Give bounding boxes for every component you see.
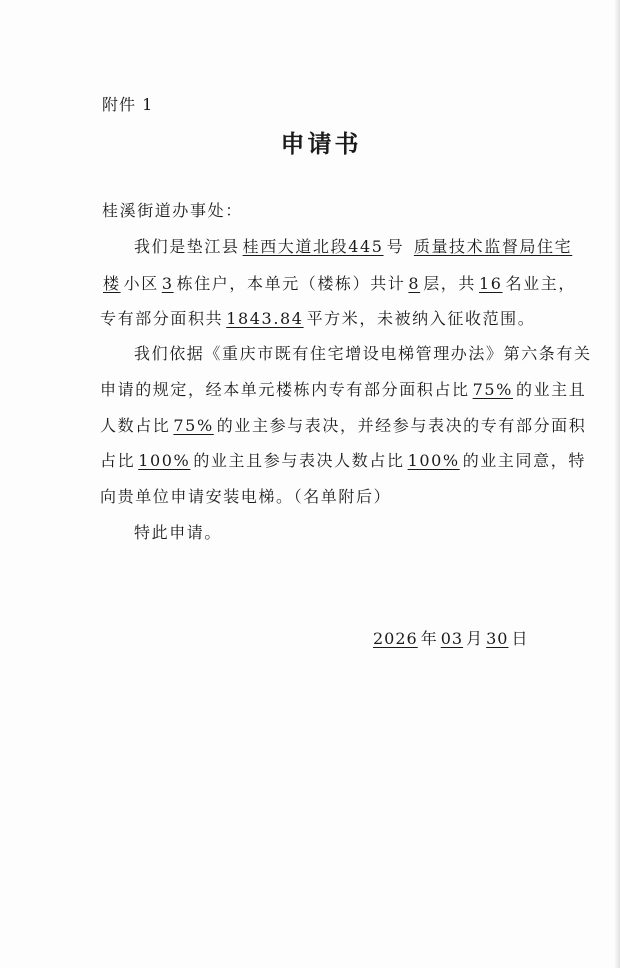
text: 的业主且 [515,380,587,399]
p2-line-2 [100,377,586,400]
headcount-ratio-field: 75% [173,416,214,435]
document-title: 申请书 [280,129,362,158]
signature-date [370,626,528,649]
floors-field: 8 [408,274,421,293]
p1-line-3 [100,306,535,329]
text: 小区 [123,274,159,293]
owners-field: 16 [479,274,503,293]
month-label: 月 [466,629,484,648]
text: 申请的规定，经本单元楼栋内专有部分面积占比 [100,380,470,399]
complex-field-part-2: 楼 [103,274,121,293]
voting-area-ratio-field: 100% [138,451,191,470]
text: 我们是垫江县 [134,237,240,256]
text: 名业主， [505,274,576,293]
building-field: 3 [161,274,174,293]
complex-field-part-1: 质量技术监督局住宅 [413,237,573,256]
date-year: 2026 [373,629,418,648]
year-label: 年 [420,629,438,648]
date-day: 30 [486,629,509,648]
voting-headcount-ratio-field: 100% [407,451,460,470]
area-field: 1843.84 [226,309,304,328]
road-field: 桂西大道北段445 [242,237,384,256]
p2-line-4 [100,448,586,471]
p2-line-1: 我们依据《重庆市既有住宅增设电梯管理办法》第六条有关 [134,344,592,363]
p1-line-2 [100,271,576,294]
p2-line-3 [100,413,586,436]
attachment-label: 附件 1 [102,95,154,114]
area-ratio-field: 75% [472,380,513,399]
date-month: 03 [440,629,464,648]
text: 专有部分面积共 [100,309,224,328]
text: 占比 [100,451,136,470]
salutation: 桂溪街道办事处： [102,201,243,220]
text: 平方米，未被纳入征收范围。 [306,309,536,328]
text: 人数占比 [100,416,171,435]
p2-line-5: 向贵单位申请安装电梯。（名单附后） [100,487,392,506]
text: 的业主参与表决，并经参与表决的专有部分面积 [216,416,587,435]
text: 层，共 [423,274,476,293]
day-label: 日 [511,629,529,648]
closing-text: 特此申请。 [134,523,223,542]
text: 栋住户，本单元（楼栋）共计 [176,274,406,293]
text: 的业主同意，特 [462,451,586,470]
text: 号 [386,237,405,256]
p1-line-1 [134,234,575,257]
text: 的业主且参与表决人数占比 [193,451,405,470]
